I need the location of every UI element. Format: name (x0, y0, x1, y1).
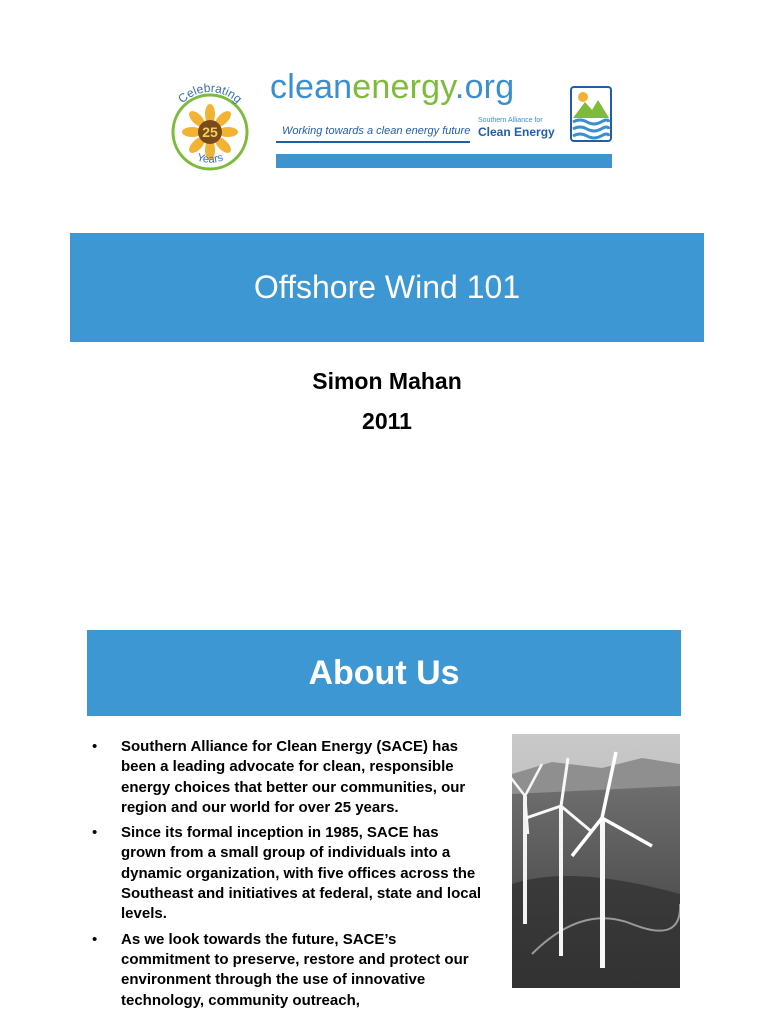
wind-turbine-photo (512, 734, 680, 988)
bullet-item: • As we look towards the future, SACE’s commitment to preserve, restore and protect our environment through the use of innovative technology, community outreach, (92, 930, 482, 1011)
badge-bottom-text: Years (195, 151, 225, 166)
about-title-banner (87, 630, 681, 716)
author-name: Simon Mahan (312, 368, 462, 394)
bullet-item: • Since its formal inception in 1985, SACE has grown from a small group of individuals into a dynamic organization, with five offices across the Southeast and initiatives at federal, state and local levels. (92, 823, 482, 924)
badge-number: 25 (202, 124, 218, 140)
about-bullet-list (92, 737, 482, 1016)
brand-part-org: .org (454, 68, 515, 106)
presentation-year: 2011 (362, 408, 412, 434)
mountain-wave-icon (570, 86, 612, 142)
about-title: About Us (308, 653, 460, 692)
slide-title-banner (70, 233, 704, 342)
sunflower-badge-icon (160, 78, 260, 178)
brand-part-clean: clean (270, 68, 353, 106)
logo-header (160, 70, 620, 182)
org-name-small: Southern Alliance for (478, 117, 543, 124)
brand-part-energy: energy (352, 68, 455, 106)
tagline: Working towards a clean energy future (282, 125, 471, 137)
badge-top-text: Celebrating (175, 80, 245, 106)
brand-name (270, 68, 514, 107)
brand-bar (276, 154, 612, 168)
bullet-item: • Southern Alliance for Clean Energy (SACE) has been a leading advocate for clean, responsible energy choices that better our communities, our region and our world for over 25 years. (92, 737, 482, 818)
tagline-rule (276, 141, 470, 143)
org-name-large: Clean Energy (478, 125, 555, 139)
slide-title: Offshore Wind 101 (253, 269, 521, 305)
svg-text:Celebrating (175, 81, 245, 106)
